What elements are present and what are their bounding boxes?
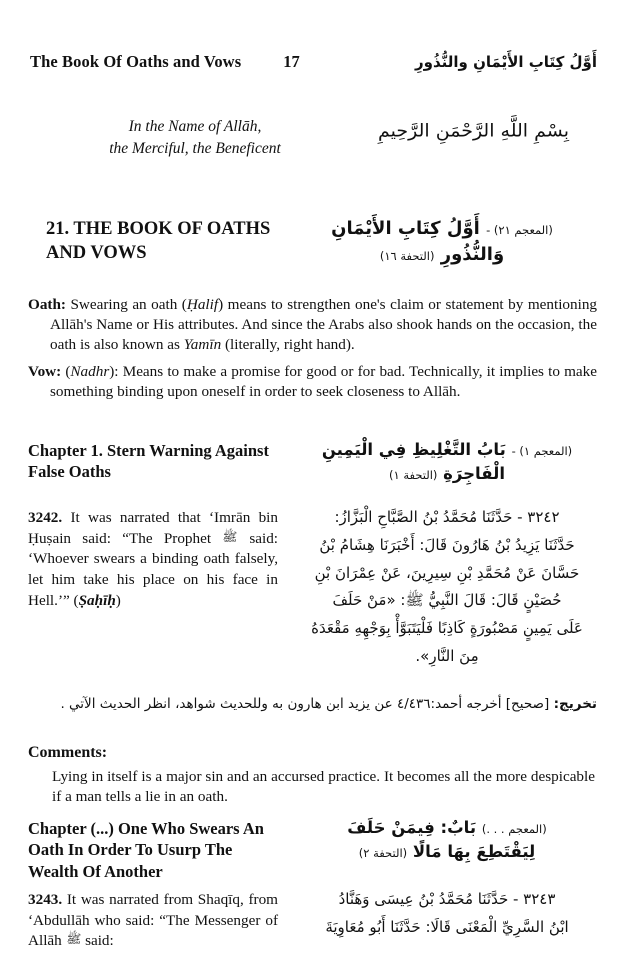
definitions-block	[28, 295, 597, 409]
chapter-2-ref-start: (المعجم . . .)	[481, 822, 547, 836]
hadith-3243-arabic	[297, 886, 597, 942]
hadith-3243-english	[28, 890, 278, 952]
book-title-arabic	[287, 216, 597, 267]
chapter-1-english: Chapter 1. Stern Warning Against False Oaths	[28, 441, 269, 482]
basmala-english-line2: the Merciful, the Beneficent	[109, 140, 281, 157]
definition-vow-term: Nadhr	[70, 363, 110, 381]
header-title-english: The Book Of Oaths and Vows	[30, 52, 242, 71]
definition-oath-term2: Yamīn	[183, 336, 222, 354]
chapter-2-ref-end: (التحفة ٢)	[358, 845, 408, 860]
chapter-1-arabic	[297, 438, 597, 486]
definition-oath-term: Ḥalif	[186, 296, 219, 313]
book-title-ref-start: (المعجم ٢١) -	[486, 223, 553, 237]
hadith-3242-arabic-line: حَدَّثَنَا يَزِيدُ بْنُ هَارُونَ قَالَ: أَخْبَرَنَا هِشَامُ بْنُ	[319, 535, 575, 554]
book-title-arabic-line2: وَالنُّذُورِ	[440, 243, 505, 265]
hadith-3242-arabic-line: مِنَ النَّارِ».	[415, 646, 479, 665]
hadith-3242-text-2: said: ‘Whoever swears a binding oath falsely, let him take his place on his face in Hell.’” (	[28, 529, 279, 609]
header-title-arabic: أَوَّلُ كِتَابِ الأَيْمَانِ والنُّذُورِ	[415, 53, 597, 71]
definition-vow-text-2: ): Means to make a promise for good or for bad. Technically, it implies to make something binding upon oneself in order to seek closeness to Allāh.	[50, 363, 597, 401]
definition-oath	[28, 295, 597, 355]
chapter-1-ref-end: (التحفة ١)	[389, 467, 438, 482]
takhrij-text: [صحيح] أخرجه أحمد:٤/٤٣٦ عن يزيد ابن هارون به وللحديث شواهد، انظر الحديث الآتي .	[60, 696, 554, 712]
chapter-2-arabic	[297, 816, 597, 864]
book-title-ref-end: (التحفة ١٦)	[379, 248, 435, 263]
hadith-3243-text-2: said:	[81, 932, 114, 950]
hadith-3242-number: 3242.	[28, 509, 63, 526]
takhrij-block	[40, 694, 597, 716]
chapter-1-ref-start: (المعجم ١) -	[511, 444, 573, 458]
hadith-3242-arabic-line: حَسَّانَ عَنْ مُحَمَّدِ بْنِ سِيرِينَ، عَنْ عِمْرَانَ بْنِ	[314, 563, 580, 582]
pbuh-icon: ﷺ	[65, 932, 81, 947]
running-header	[30, 52, 597, 78]
hadith-3243-text-1: It was narrated from Shaqīq, from ‘Abdullāh who said: “The Messenger of Allāh	[28, 891, 278, 950]
hadith-3243-arabic-line: ٣٢٤٣ - حَدَّثَنَا مُحَمَّدُ بْنُ عِيسَى وَهَنَّادُ	[338, 890, 556, 908]
hadith-3242-arabic	[297, 504, 597, 671]
definition-oath-label: Oath:	[28, 296, 66, 313]
takhrij-label: تخريج:	[553, 696, 597, 712]
book-title-arabic-line1: أَوَّلُ كِتَابِ الأَيْمَانِ	[331, 218, 480, 239]
basmala-english-line1: In the Name of Allāh,	[128, 118, 262, 135]
basmala-arabic: بِسْمِ اللَّهِ الرَّحْمَنِ الرَّحِيمِ	[378, 120, 569, 142]
page-number: 17	[283, 52, 300, 71]
book-title-english: 21. THE BOOK OF OATHS AND VOWS	[46, 219, 271, 263]
pbuh-icon: ﷺ	[222, 530, 238, 545]
hadith-3242-grade: Ṣaḥīḥ	[78, 591, 116, 609]
chapter-2-arabic-line1: بَابٌ: فِيمَنْ حَلَفَ	[347, 818, 477, 837]
hadith-3242-text-1: It was narrated that ‘Imrān bin Ḥuṣain said: “The Prophet	[28, 509, 278, 547]
comments-heading: Comments:	[28, 744, 108, 761]
definition-oath-text-2: ) means to strengthen one's claim or statement by mentioning Allāh's Name or His attributes. And since the Arabs also shook hands on the occasion, the oath is also known as	[50, 296, 598, 354]
basmala-block	[30, 116, 597, 172]
definition-oath-text-1: Swearing an oath (	[65, 296, 187, 313]
hadith-3243-number: 3243.	[28, 891, 63, 908]
hadith-3243-arabic-line: ابْنُ السَّرِيِّ الْمَعْنَى قَالَا: حَدَّثَنَا أَبُو مُعَاوِيَةَ	[325, 917, 569, 936]
hadith-3242-arabic-line: ٣٢٤٢ - حَدَّثَنَا مُحَمَّدُ بْنُ الصَّبَّاحِ الْبَزَّازُ:	[334, 508, 560, 526]
chapter-1-arabic-line2: الْفَاجِرَةِ	[443, 463, 505, 483]
chapter-2-arabic-line2: لِيَقْتَطِعَ بِهَا مَالًا	[412, 841, 536, 861]
book-title-block	[30, 218, 597, 284]
hadith-3242-english	[28, 508, 278, 611]
comments-body: Lying in itself is a major sin and an accursed practice. It becomes all the more despicable if a man tells a lie in an oath.	[52, 768, 595, 806]
hadith-3242-text-3: )	[115, 591, 121, 609]
hadith-3242-arabic-line: عَلَى يَمِينٍ مَصْبُورَةٍ كَاذِبًا فَلْيَتَبَوَّأْ بِوَجْهِهِ مَقْعَدَهُ	[311, 619, 583, 637]
definition-oath-text-3: (literally, right hand).	[221, 336, 355, 354]
basmala-english	[75, 116, 315, 160]
definition-vow	[28, 362, 597, 402]
definition-vow-text-1: (	[61, 363, 71, 381]
definition-vow-label: Vow:	[28, 363, 62, 381]
hadith-3242-arabic-line: حُصَيْنٍ قَالَ: قَالَ النَّبِيُّ ﷺ: «مَنْ حَلَفَ	[332, 591, 562, 610]
chapter-2-english: Chapter (...) One Who Swears An Oath In Order To Usurp The Wealth Of Another	[28, 819, 264, 881]
chapter-1-arabic-line1: بَابُ التَّغْلِيظِ فِي الْيَمِينِ	[321, 440, 506, 459]
